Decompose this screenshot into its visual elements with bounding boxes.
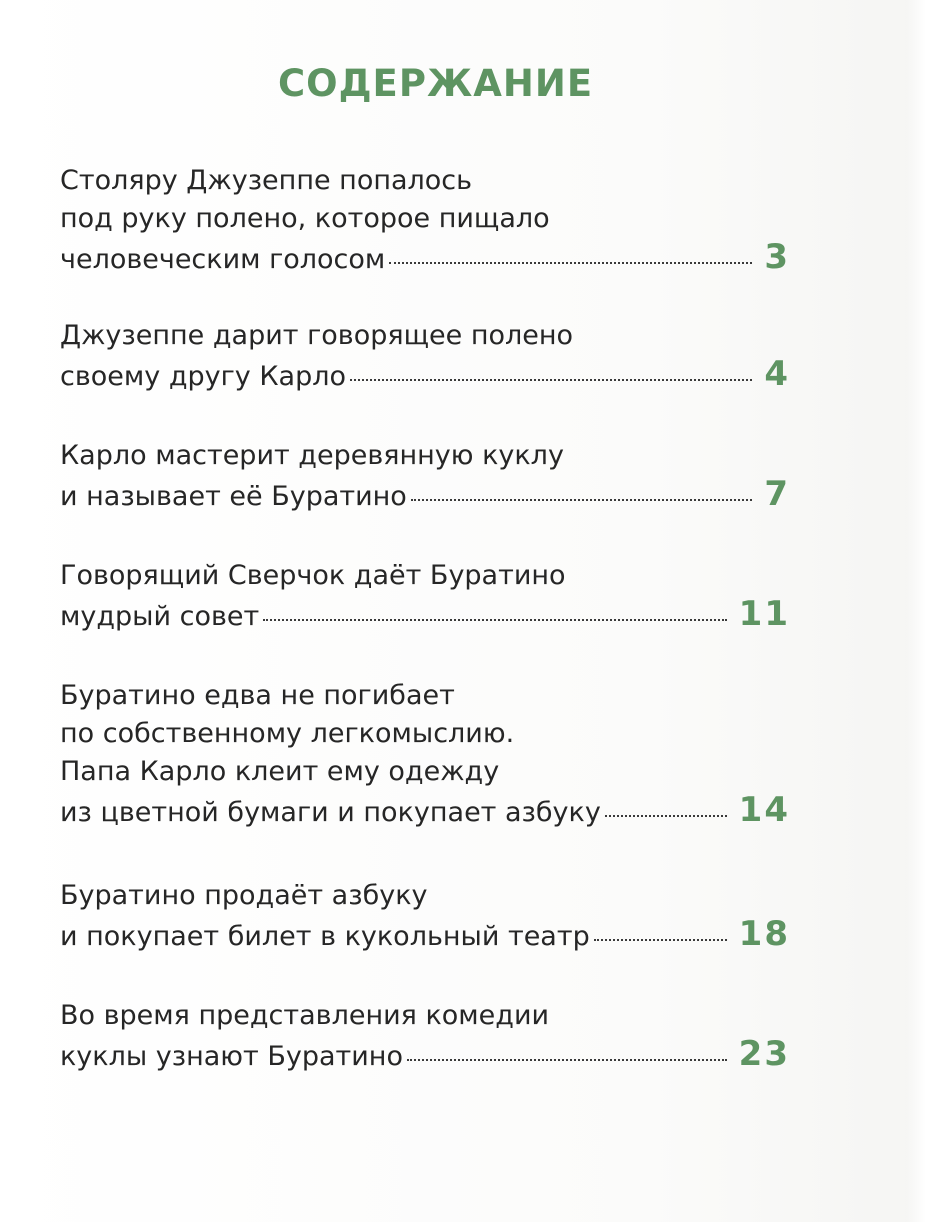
toc-entry xyxy=(60,437,790,513)
toc-entry-line: Во время представления комедии xyxy=(60,1000,550,1031)
toc-entry-last-line xyxy=(60,355,790,393)
toc-entry xyxy=(60,557,790,633)
toc-entry-line: Буратино продаёт азбуку xyxy=(60,880,428,911)
toc-entry-line: под руку полено, которое пищало xyxy=(60,203,550,234)
toc-entry-line: Джузеппе дарит говорящее полено xyxy=(60,320,574,351)
toc-entry-line: по собственному легкомыслию. xyxy=(60,718,515,749)
page-number: 7 xyxy=(764,474,790,514)
toc-entry-line: человеческим голосом xyxy=(60,244,386,275)
toc-entry xyxy=(60,877,790,953)
page-number: 14 xyxy=(738,790,790,830)
dot-leader xyxy=(389,262,752,264)
toc-entry-line: и называет её Буратино xyxy=(60,481,407,512)
toc-entry xyxy=(60,317,790,393)
toc-entry-line: Буратино едва не погибает xyxy=(60,680,455,711)
toc-entry-last-line xyxy=(60,915,790,953)
toc-entry-line: и покупает билет в кукольный театр xyxy=(60,921,590,952)
dot-leader xyxy=(407,1059,727,1061)
toc-entry-line: Говорящий Сверчок даёт Буратино xyxy=(60,560,566,591)
toc-entry-last-line xyxy=(60,1035,790,1073)
page-number: 11 xyxy=(738,594,790,634)
toc-entry-last-line xyxy=(60,595,790,633)
page-number: 23 xyxy=(738,1034,790,1074)
toc-entry-line: Карло мастерит деревянную куклу xyxy=(60,440,564,471)
toc-entry-line: своему другу Карло xyxy=(60,361,346,392)
toc-entry-last-line xyxy=(60,238,790,276)
toc-entry-line: куклы узнают Буратино xyxy=(60,1041,403,1072)
page-number: 3 xyxy=(764,237,790,277)
toc-entry-last-line xyxy=(60,791,790,829)
dot-leader xyxy=(605,815,727,817)
toc-entry-line: Столяру Джузеппе попалось xyxy=(60,165,473,196)
toc-entry-line: мудрый совет xyxy=(60,601,260,632)
page-edge-shadow xyxy=(906,0,926,1222)
dot-leader xyxy=(411,499,753,501)
toc-entry xyxy=(60,162,790,276)
page-number: 4 xyxy=(764,354,790,394)
toc-entry-line: из цветной бумаги и покупает азбуку xyxy=(60,797,601,828)
toc-entry xyxy=(60,997,790,1073)
toc-entry xyxy=(60,677,790,829)
page-number: 18 xyxy=(738,914,790,954)
dot-leader xyxy=(594,939,727,941)
dot-leader xyxy=(350,379,752,381)
toc-entry-line: Папа Карло клеит ему одежду xyxy=(60,756,500,787)
page-title: СОДЕРЖАНИЕ xyxy=(278,62,594,105)
toc-entry-last-line xyxy=(60,475,790,513)
dot-leader xyxy=(263,619,726,621)
